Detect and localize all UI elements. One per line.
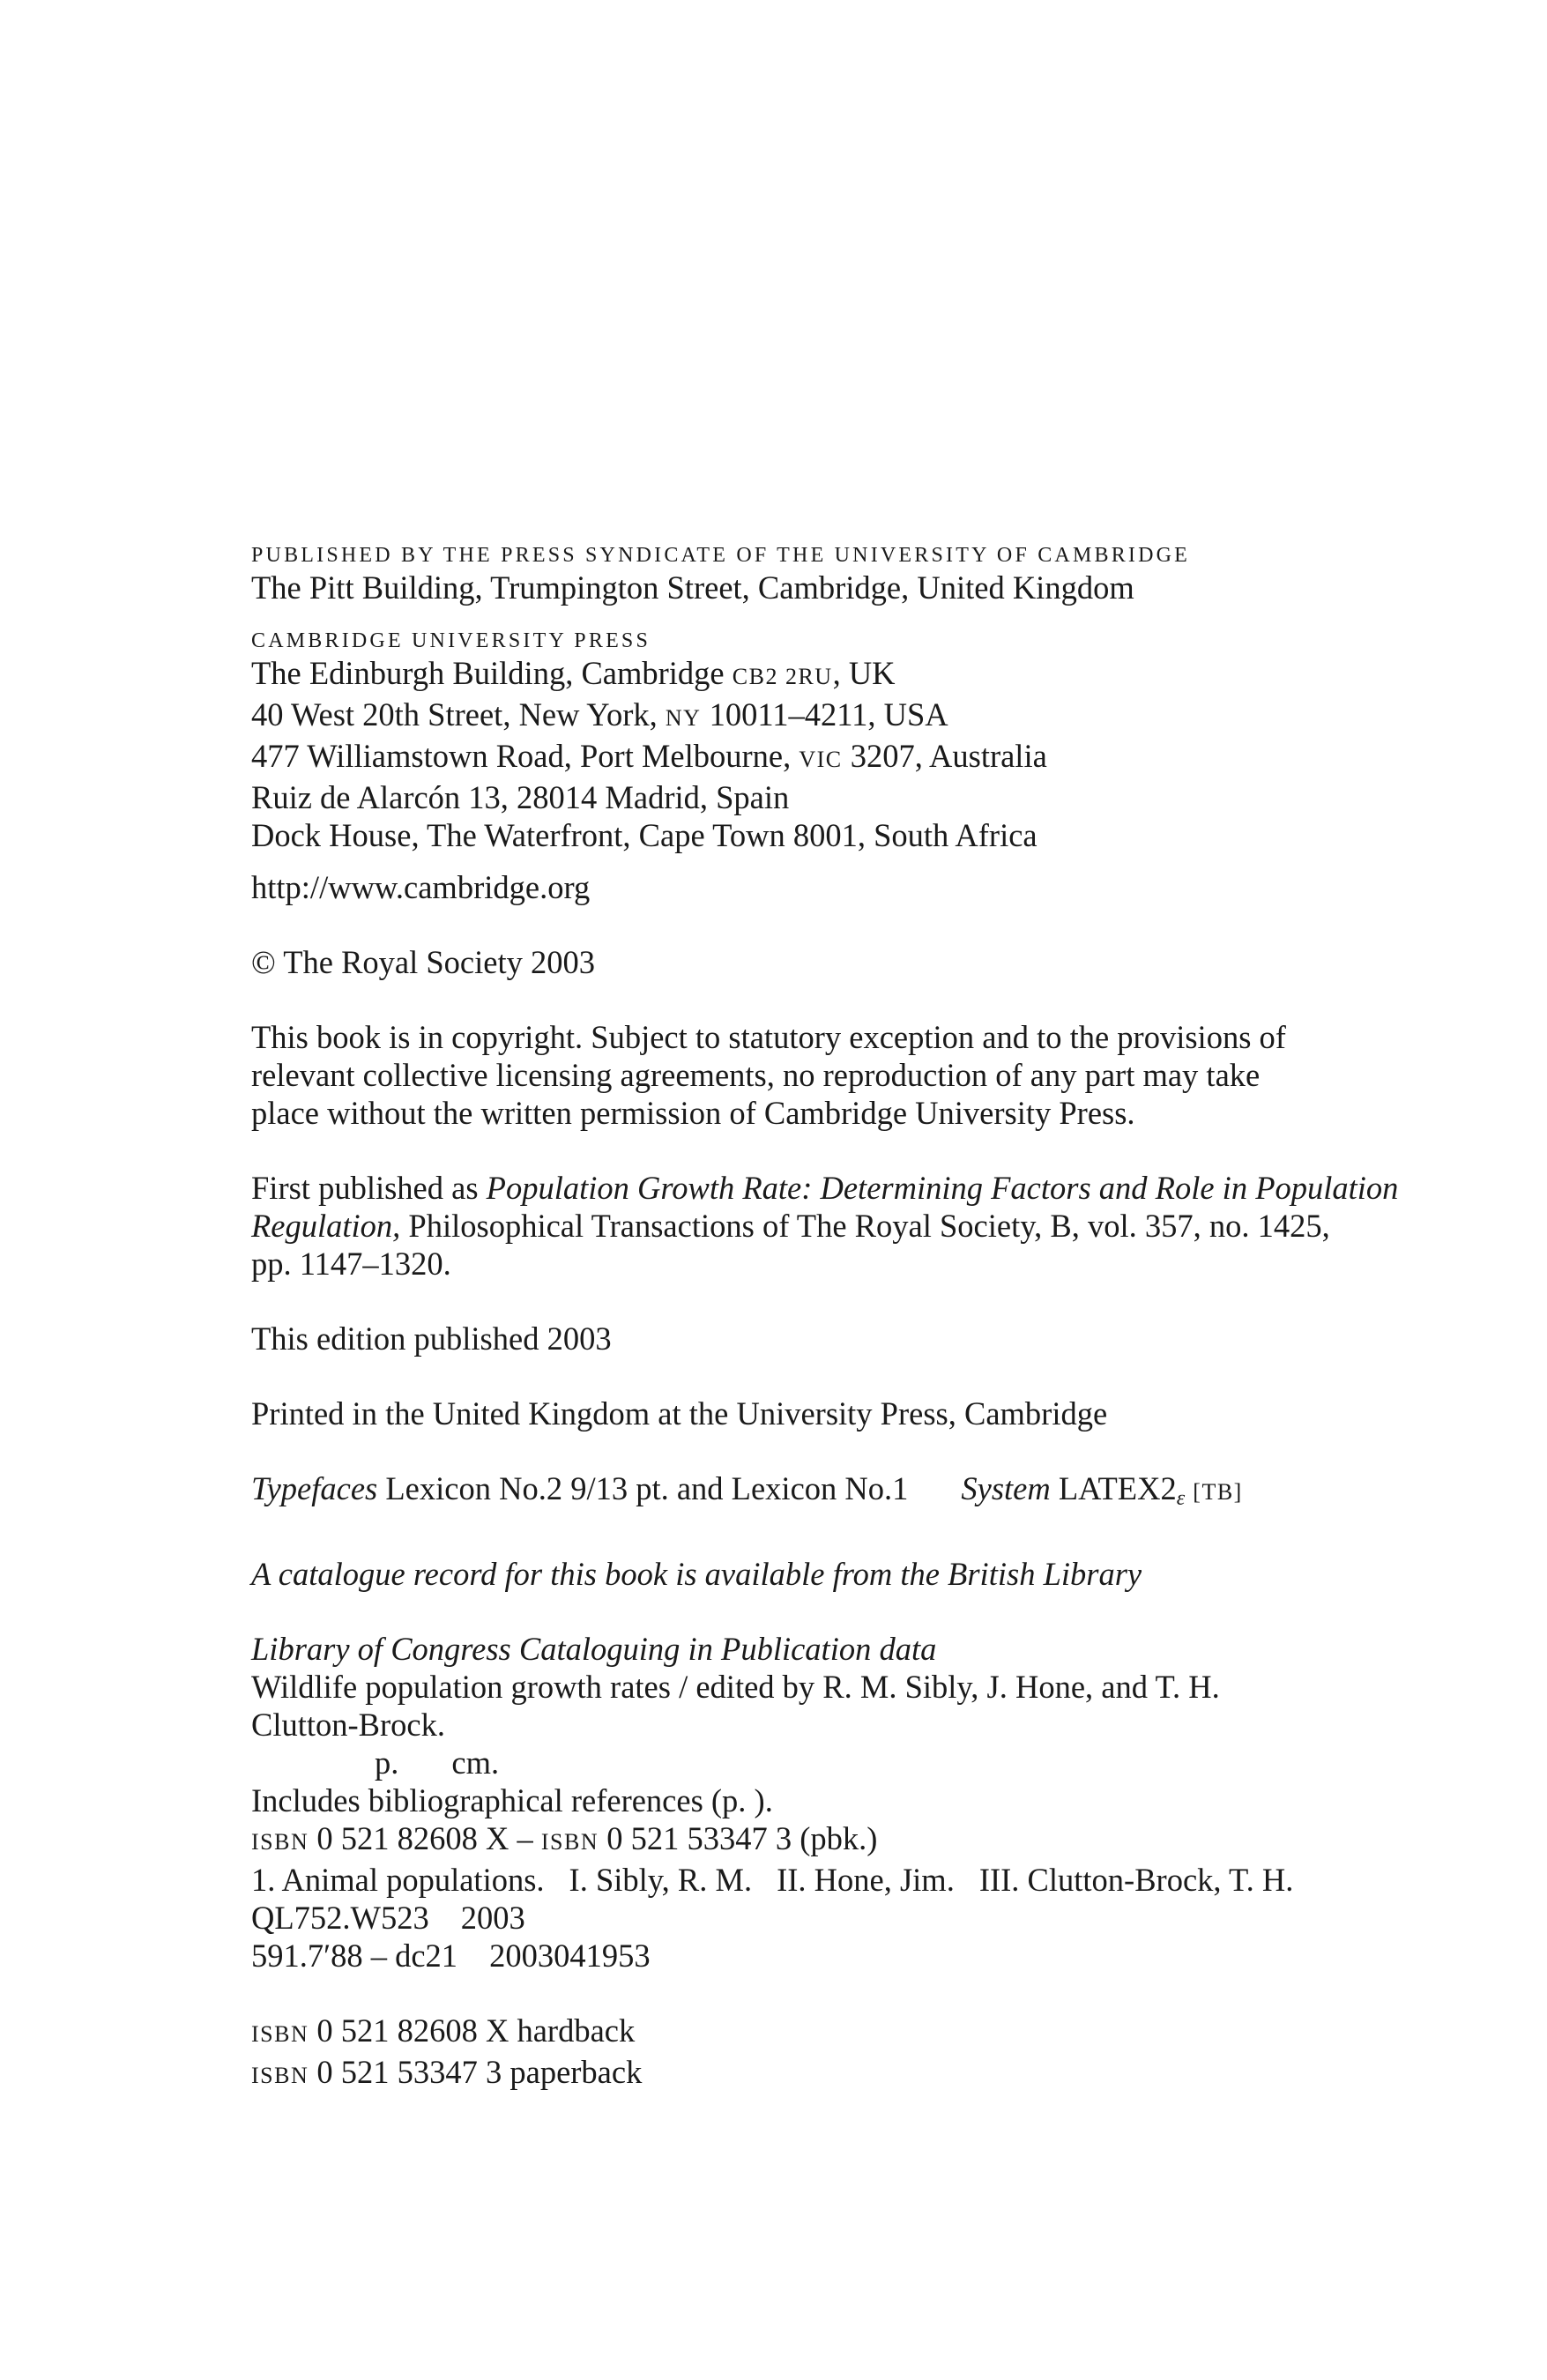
cip-isbn-line — [251, 1819, 1309, 1861]
call-number-year: 2003 — [460, 1900, 525, 1936]
journal-reference: Philosophical Transactions of The Royal Society, B, vol. 357, no. 1425, — [400, 1208, 1330, 1244]
isbn-value: 0 521 82608 X – — [309, 1820, 541, 1856]
syndicate-address: The Pitt Building, Trumpington Street, Cambridge, United Kingdom — [251, 569, 1134, 606]
edition-statement: This edition published 2003 — [251, 1320, 612, 1357]
address-new-york — [251, 695, 1309, 737]
lccn: 2003041953 — [489, 1937, 651, 1974]
copyright-page — [251, 542, 1399, 2094]
isbn-hardback — [251, 2012, 1309, 2053]
cip-cm: cm. — [451, 1744, 500, 1781]
rights-line: This book is in copyright. Subject to statutory exception and to the provisions of — [251, 1019, 1286, 1055]
address-text: 10011–4211, USA — [701, 696, 948, 733]
catalogue-record: A catalogue record for this book is available from the British Library — [251, 1556, 1142, 1592]
original-title: Population Growth Rate: Determining Factors and Role in Population — [486, 1170, 1399, 1206]
call-number: QL752.W523 — [251, 1900, 429, 1936]
subject-entry: II. Hone, Jim. — [777, 1862, 955, 1898]
cip-dewey — [251, 1937, 1309, 1975]
typefaces-label: Typefaces — [251, 1470, 378, 1506]
isbn-value: 0 521 82608 X hardback — [309, 2012, 636, 2049]
state-code: VIC — [799, 747, 843, 772]
cip-call-number — [251, 1899, 1309, 1937]
cip-subjects — [251, 1861, 1309, 1899]
latex-logo: LATEX — [1058, 1470, 1161, 1506]
latex-epsilon: ε — [1176, 1487, 1186, 1510]
first-published-line — [251, 1207, 1330, 1245]
syndicate-heading: PUBLISHED BY THE PRESS SYNDICATE OF THE UNIVERSITY OF CAMBRIDGE — [251, 544, 1191, 567]
page-range: pp. 1147–1320. — [251, 1246, 451, 1282]
original-title: Regulation, — [251, 1208, 401, 1244]
address-text: 477 Williamstown Road, Port Melbourne, — [251, 738, 800, 774]
isbn-label: ISBN — [540, 1829, 599, 1855]
subject-entry: 1. Animal populations. — [251, 1862, 545, 1898]
address-text: 40 West 20th Street, New York, — [251, 696, 666, 733]
address-madrid: Ruiz de Alarcón 13, 28014 Madrid, Spain — [251, 779, 790, 815]
address-melbourne — [251, 737, 1309, 778]
isbn-list — [251, 2012, 1309, 2094]
press-heading: CAMBRIDGE UNIVERSITY PRESS — [251, 629, 651, 652]
cip-references: Includes bibliographical references (p. ). — [251, 1782, 773, 1818]
cip-data — [251, 1630, 1309, 1975]
state-code: NY — [665, 705, 702, 731]
cip-title: Wildlife population growth rates / edited by R. M. Sibly, J. Hone, and T. H. — [251, 1669, 1220, 1705]
system-label: System — [961, 1470, 1051, 1506]
first-published-prefix: First published as — [251, 1170, 487, 1206]
printer-statement: Printed in the United Kingdom at the University Press, Cambridge — [251, 1395, 1108, 1432]
subject-entry: III. Clutton-Brock, T. H. — [978, 1862, 1294, 1898]
isbn-label: ISBN — [251, 1829, 309, 1855]
website-link[interactable]: http://www.cambridge.org — [251, 869, 591, 905]
address-text: , UK — [832, 655, 896, 691]
first-published — [251, 1169, 1399, 1283]
address-edinburgh — [251, 654, 1309, 695]
typefaces-line — [251, 1469, 1309, 1518]
cip-heading: Library of Congress Cataloguing in Publication data — [251, 1631, 937, 1667]
isbn-label: ISBN — [251, 2021, 309, 2047]
first-published-line — [251, 1169, 1399, 1207]
isbn-value: 0 521 53347 3 (pbk.) — [599, 1820, 878, 1856]
typefaces-value: Lexicon No.2 9/13 pt. and Lexicon No.1 — [377, 1470, 909, 1506]
address-text: The Edinburgh Building, Cambridge — [251, 655, 733, 691]
rights-line: place without the written permission of Cambridge University Press. — [251, 1095, 1135, 1131]
address-cape-town: Dock House, The Waterfront, Cape Town 8001, South Africa — [251, 817, 1038, 853]
subject-entry: I. Sibly, R. M. — [569, 1862, 753, 1898]
cip-title: Clutton-Brock. — [251, 1707, 445, 1743]
cip-p: p. — [375, 1744, 399, 1781]
dewey-number: 591.7′88 – dc21 — [251, 1937, 458, 1974]
isbn-paperback — [251, 2053, 1309, 2094]
rights-statement — [251, 1018, 1309, 1132]
latex-version: 2 — [1160, 1470, 1177, 1506]
copyright-notice: © The Royal Society 2003 — [251, 944, 595, 980]
cip-pagination — [251, 1744, 1309, 1781]
isbn-label: ISBN — [251, 2063, 309, 2088]
typesetter-code: [TB] — [1193, 1479, 1243, 1505]
rights-line: relevant collective licensing agreements, no reproduction of any part may take — [251, 1057, 1261, 1093]
isbn-value: 0 521 53347 3 paperback — [309, 2054, 643, 2090]
address-text: 3207, Australia — [842, 738, 1047, 774]
postcode: CB2 2RU — [732, 664, 833, 689]
